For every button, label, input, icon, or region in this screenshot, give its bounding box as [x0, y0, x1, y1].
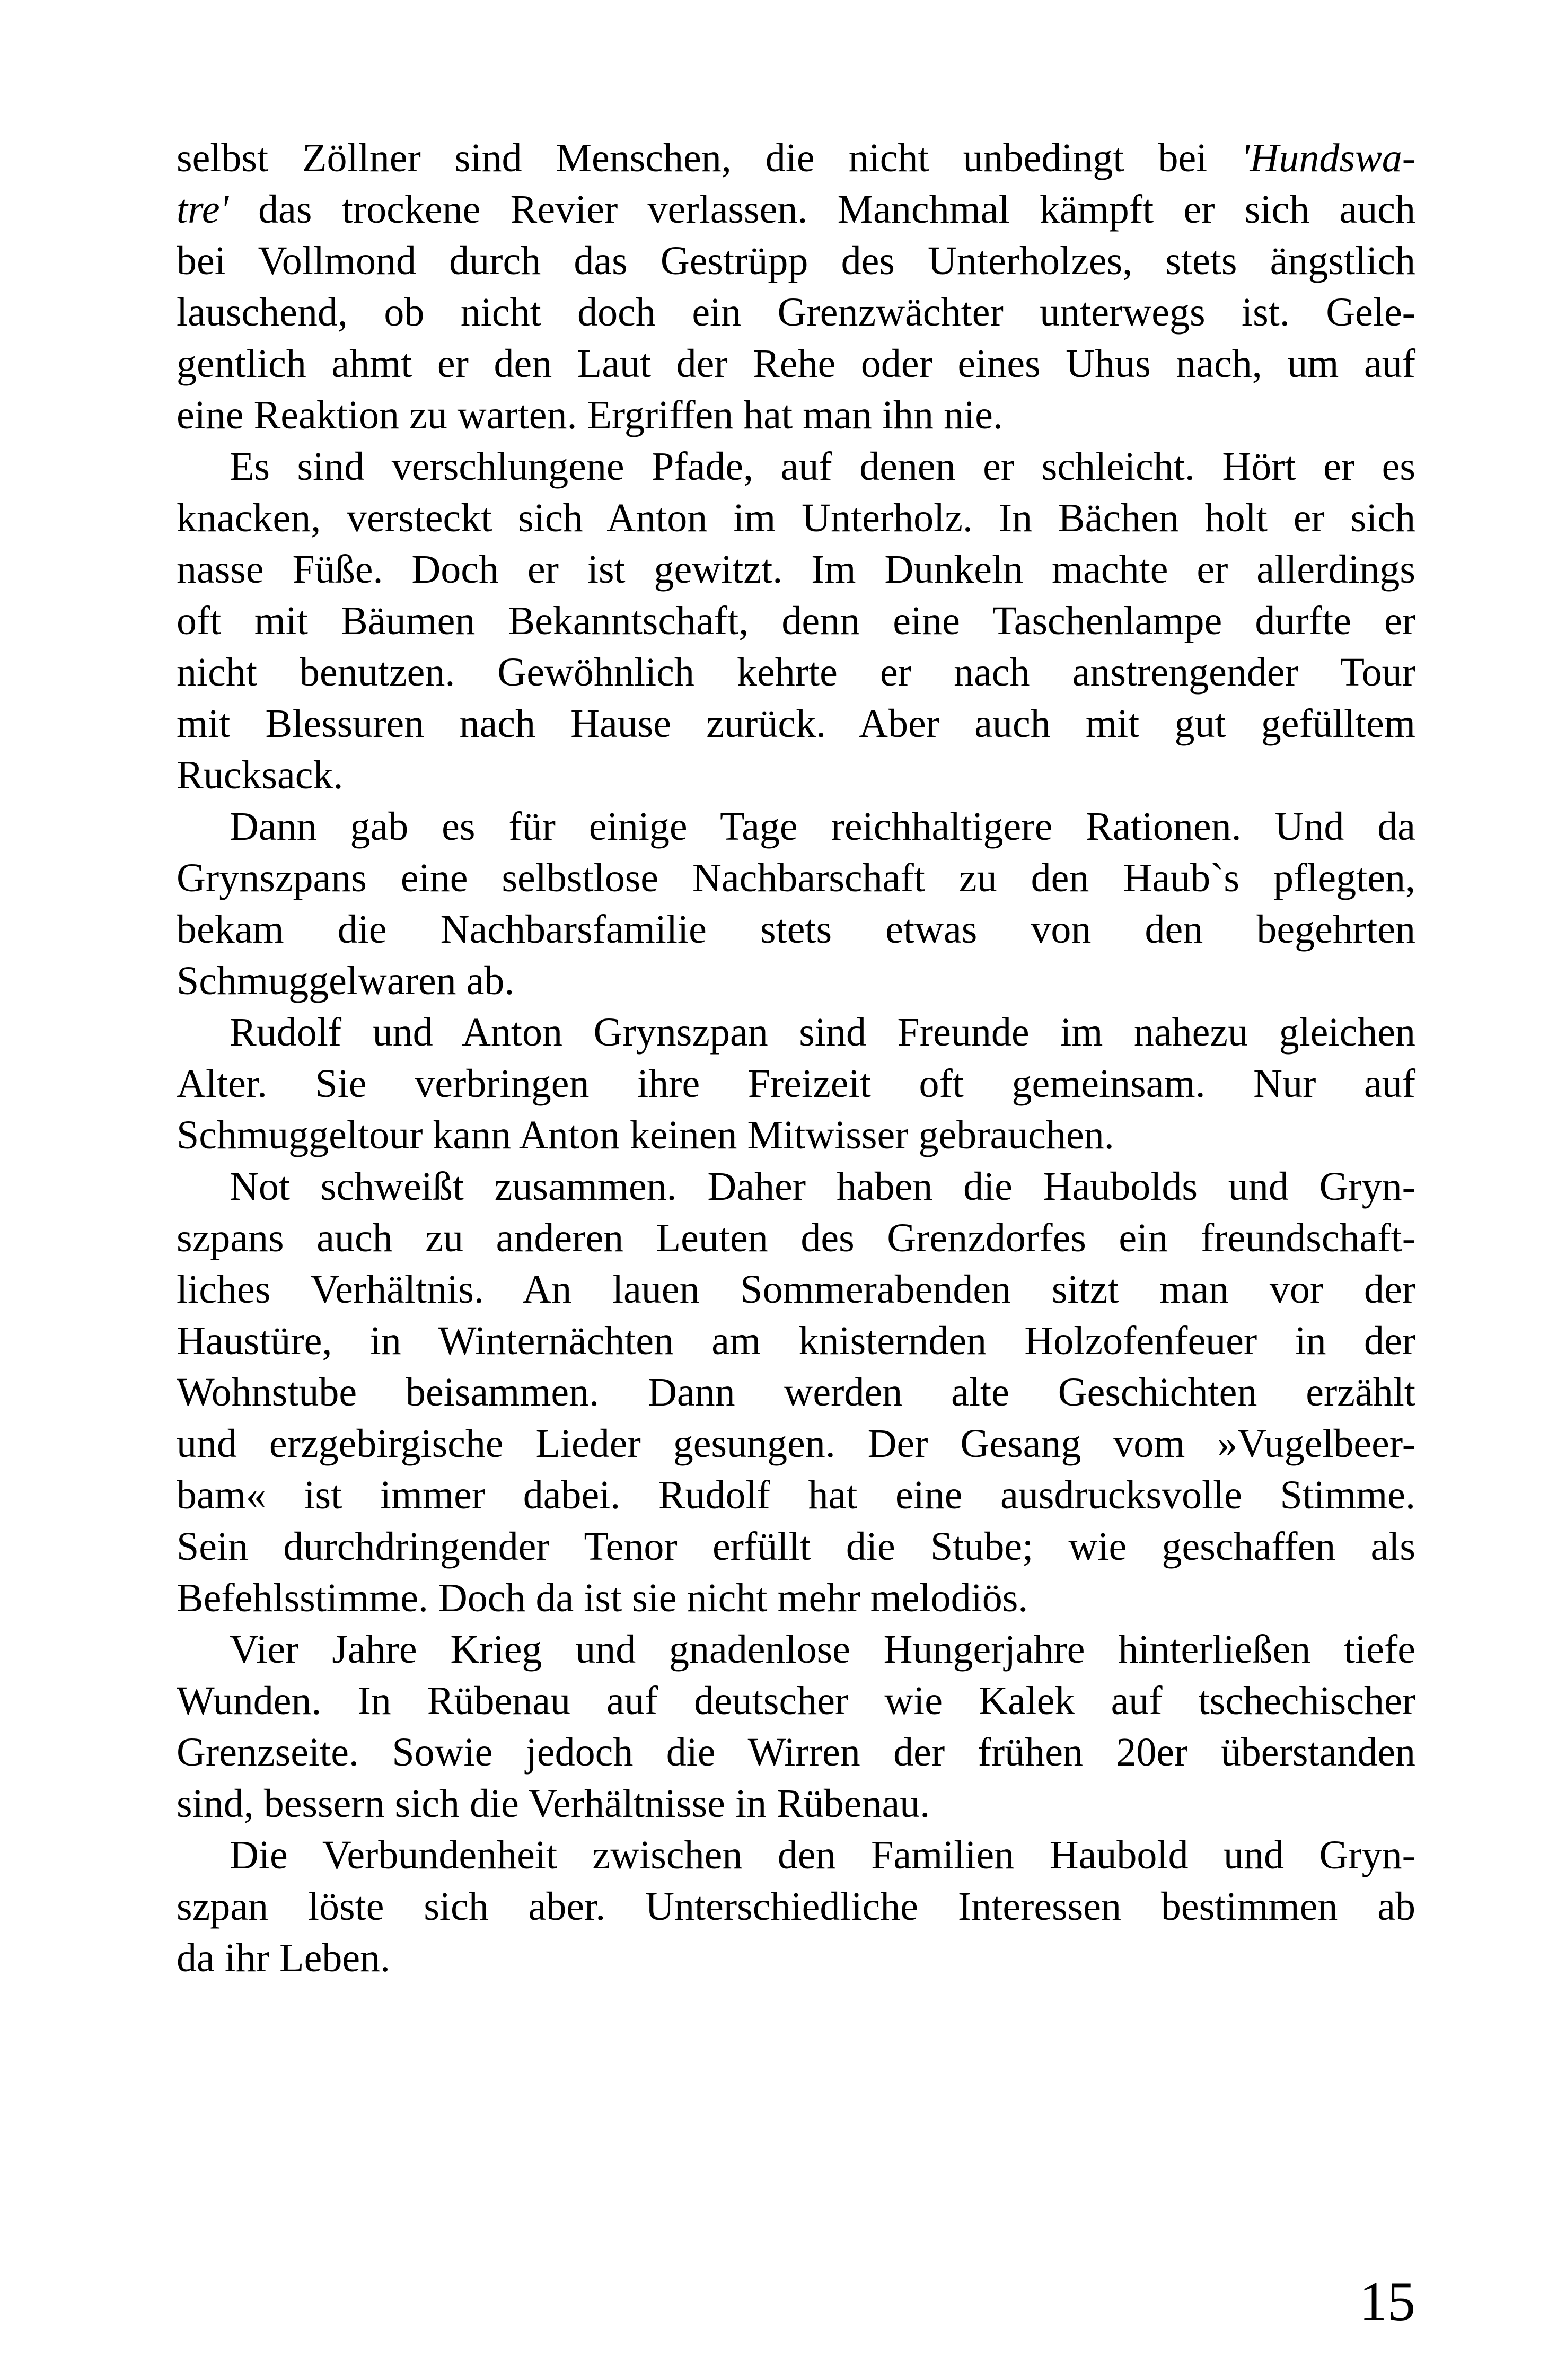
text-segment: da ihr Leben. — [177, 1936, 391, 1980]
italic-text-segment: 'Hundswa- — [1241, 136, 1415, 180]
text-segment: Die Verbundenheit zwischen den Familien Haubold und Gryn- — [230, 1833, 1415, 1877]
text-segment: gentlich ahmt er den Laut der Rehe oder eines Uhus nach, um auf — [177, 341, 1415, 386]
text-line — [177, 1624, 1415, 1675]
text-segment: Not schweißt zusammen. Daher haben die Haubolds und Gryn- — [230, 1164, 1415, 1209]
text-line — [177, 1110, 1415, 1161]
text-line — [177, 904, 1415, 955]
text-block — [177, 133, 1415, 1984]
text-line — [177, 1675, 1415, 1727]
text-segment: bam« ist immer dabei. Rudolf hat eine ausdrucksvolle Stimme. — [177, 1473, 1415, 1517]
text-segment: Wohnstube beisammen. Dann werden alte Geschichten erzählt — [177, 1370, 1415, 1415]
text-segment: und erzgebirgische Lieder gesungen. Der Gesang vom »Vugelbeer- — [177, 1421, 1415, 1466]
text-line — [177, 1727, 1415, 1778]
paragraph — [177, 1007, 1415, 1161]
text-line — [177, 390, 1415, 441]
paragraph — [177, 133, 1415, 441]
text-segment: Schmuggelwaren ab. — [177, 959, 515, 1003]
text-line — [177, 338, 1415, 390]
text-line — [177, 750, 1415, 801]
text-segment: Schmuggeltour kann Anton keinen Mitwisser gebrauchen. — [177, 1113, 1114, 1157]
text-segment: Haustüre, in Winternächten am knisternden Holzofenfeuer in der — [177, 1319, 1415, 1363]
text-line — [177, 544, 1415, 595]
italic-text-segment: tre' — [177, 187, 228, 232]
text-segment: lauschend, ob nicht doch ein Grenzwächter unterwegs ist. Gele- — [177, 290, 1415, 335]
text-line — [177, 801, 1415, 853]
text-line — [177, 1213, 1415, 1264]
text-line — [177, 1007, 1415, 1058]
text-line — [177, 1058, 1415, 1110]
text-line — [177, 1830, 1415, 1881]
text-line — [177, 235, 1415, 287]
text-line — [177, 1161, 1415, 1213]
text-line — [177, 1573, 1415, 1624]
paragraph — [177, 1830, 1415, 1984]
text-line — [177, 1881, 1415, 1933]
text-segment: eine Reaktion zu warten. Ergriffen hat man ihn nie. — [177, 393, 1003, 437]
text-line — [177, 441, 1415, 493]
text-line — [177, 853, 1415, 904]
text-line — [177, 1264, 1415, 1315]
text-segment: sind, bessern sich die Verhältnisse in Rübenau. — [177, 1781, 930, 1826]
text-line — [177, 287, 1415, 338]
text-segment: Dann gab es für einige Tage reichhaltigere Rationen. Und da — [230, 804, 1415, 849]
text-segment: Wunden. In Rübenau auf deutscher wie Kalek auf tschechischer — [177, 1679, 1415, 1723]
text-segment: Grynszpans eine selbstlose Nachbarschaft zu den Haub`s pflegten, — [177, 856, 1415, 900]
text-segment: szpans auch zu anderen Leuten des Grenzdorfes ein freundschaft- — [177, 1216, 1415, 1260]
text-segment: oft mit Bäumen Bekanntschaft, denn eine Taschenlampe durfte er — [177, 599, 1415, 643]
text-segment: das trockene Revier verlassen. Manchmal kämpft er sich auch — [228, 187, 1415, 232]
text-segment: bekam die Nachbarsfamilie stets etwas von den begehrten — [177, 907, 1415, 952]
text-segment: Rucksack. — [177, 753, 344, 797]
text-segment: Grenzseite. Sowie jedoch die Wirren der frühen 20er überstanden — [177, 1730, 1415, 1775]
text-segment: Sein durchdringender Tenor erfüllt die Stube; wie geschaffen als — [177, 1524, 1415, 1569]
page-number: 15 — [1359, 2270, 1415, 2332]
text-segment: nicht benutzen. Gewöhnlich kehrte er nach anstrengender Tour — [177, 650, 1415, 695]
text-line — [177, 647, 1415, 698]
text-segment: Befehlsstimme. Doch da ist sie nicht mehr melodiös. — [177, 1576, 1028, 1620]
text-segment: Rudolf und Anton Grynszpan sind Freunde im nahezu gleichen — [230, 1010, 1415, 1055]
text-segment: Alter. Sie verbringen ihre Freizeit oft gemeinsam. Nur auf — [177, 1061, 1415, 1106]
text-line — [177, 1933, 1415, 1984]
text-line — [177, 184, 1415, 235]
paragraph — [177, 1161, 1415, 1624]
text-line — [177, 698, 1415, 750]
text-line — [177, 1315, 1415, 1367]
text-segment: knacken, versteckt sich Anton im Unterholz. In Bächen holt er sich — [177, 496, 1415, 540]
text-line — [177, 1778, 1415, 1830]
text-line — [177, 1470, 1415, 1521]
text-segment: liches Verhältnis. An lauen Sommerabenden sitzt man vor der — [177, 1267, 1415, 1312]
paragraph — [177, 1624, 1415, 1830]
text-segment: mit Blessuren nach Hause zurück. Aber auch mit gut gefülltem — [177, 701, 1415, 746]
text-line — [177, 493, 1415, 544]
text-segment: Es sind verschlungene Pfade, auf denen er schleicht. Hört er es — [230, 444, 1415, 489]
text-line — [177, 133, 1415, 184]
text-line — [177, 955, 1415, 1007]
text-line — [177, 1367, 1415, 1418]
text-segment: nasse Füße. Doch er ist gewitzt. Im Dunkeln machte er allerdings — [177, 547, 1415, 592]
text-segment: Vier Jahre Krieg und gnadenlose Hungerjahre hinterließen tiefe — [230, 1627, 1415, 1672]
text-line — [177, 1418, 1415, 1470]
text-line — [177, 1521, 1415, 1573]
text-line — [177, 595, 1415, 647]
paragraph — [177, 441, 1415, 801]
paragraph — [177, 801, 1415, 1007]
text-segment: szpan löste sich aber. Unterschiedliche Interessen bestimmen ab — [177, 1884, 1415, 1929]
text-segment: bei Vollmond durch das Gestrüpp des Unterholzes, stets ängstlich — [177, 239, 1415, 283]
text-segment: selbst Zöllner sind Menschen, die nicht unbedingt bei — [177, 136, 1242, 180]
